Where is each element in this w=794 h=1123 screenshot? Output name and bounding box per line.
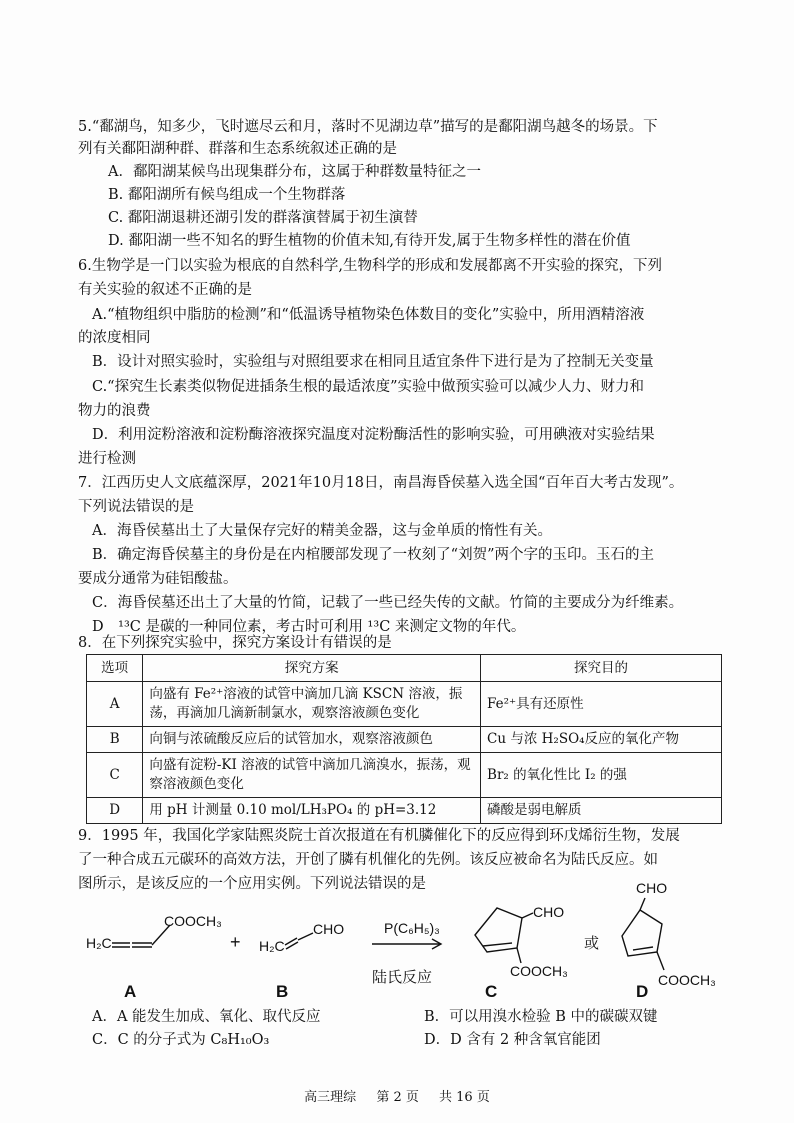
compound-b-cho: CHO: [313, 921, 345, 937]
compound-a-ester-group: COOCH₃: [164, 913, 222, 929]
compound-a-h2c: H₂C: [86, 935, 112, 951]
q7-option-d: D ¹³C 是碳的一种同位素，考古时可利用 ¹³C 来测定文物的年代。: [92, 619, 526, 635]
q9-stem-line2: 了一种合成五元碳环的高效方法，开创了膦有机催化的先例。该反应被命名为陆氏反应。如: [78, 852, 658, 868]
table-cell-goal: Br₂ 的氧化性比 I₂ 的强: [481, 753, 722, 798]
q7-stem-line2: 下列说法错误的是: [78, 499, 194, 515]
q9-option-c: C．C 的分子式为 C₈H₁₀O₃: [92, 1032, 270, 1048]
table-cell-scheme: 向盛有 Fe²⁺溶液的试管中滴加几滴 KSCN 溶液，振荡，再滴加几滴新制氯水，观察溶液颜色变化: [143, 682, 481, 727]
q5-option-d: D. 鄱阳湖一些不知名的野生植物的价值未知,有待开发,属于生物多样性的潜在价值: [108, 233, 631, 249]
plus-sign: +: [230, 932, 241, 952]
compound-label-a: A: [124, 982, 137, 1001]
q5-option-a: A．鄱阳湖某候鸟出现集群分布，这属于种群数量特征之一: [108, 164, 481, 180]
q9-option-b: B．可以用溴水检验 B 中的碳碳双键: [424, 1009, 658, 1025]
table-header-goal: 探究目的: [481, 655, 722, 682]
q6-option-b: B．设计对照实验时，实验组与对照组要求在相同且适宜条件下进行是为了控制无关变量: [92, 354, 654, 370]
table-cell-option: D: [87, 798, 143, 824]
footer-page-number: 第 2 页: [376, 1090, 419, 1105]
q9-stem-line3: 图所示，是该反应的一个应用实例。下列说法错误的是: [78, 876, 426, 892]
table-cell-scheme: 用 pH 计测量 0.10 mol/LH₃PO₄ 的 pH=3.12: [143, 798, 481, 824]
table-cell-goal: Cu 与浓 H₂SO₄反应的氧化产物: [481, 727, 722, 753]
catalyst-label: P(C₆H₅)₃: [384, 920, 440, 936]
page-footer: [0, 1086, 794, 1105]
q7-option-b-line2: 要成分通常为硅铝酸盐。: [78, 571, 238, 587]
or-label: 或: [584, 934, 600, 952]
q6-option-c-line1: C.“探究生长素类似物促进插条生根的最适浓度”实验中做预实验可以减少人力、财力和: [92, 379, 645, 395]
q5-option-c: C. 鄱阳湖退耕还湖引发的群落演替属于初生演替: [108, 210, 418, 226]
table-header-option: 选项: [87, 655, 143, 682]
q7-stem-line1: 7．江西历史人文底蕴深厚，2021年10月18日，南昌海昏侯墓入选全国“百年百大考古发现”。: [78, 475, 684, 491]
q8-stem: 8．在下列探究实验中，探究方案设计有错误的是: [78, 635, 392, 651]
compound-c-cho: CHO: [533, 904, 565, 920]
compound-d-cho: CHO: [636, 880, 668, 896]
compound-d-ester: COOCH₃: [658, 972, 716, 988]
table-cell-scheme: 向铜与浓硫酸反应后的试管加水，观察溶液颜色: [143, 727, 481, 753]
reaction-name-label: 陆氏反应: [372, 968, 433, 986]
q6-stem-line1: 6.生物学是一门以实验为根底的自然科学,生物科学的形成和发展都离不开实验的探究，下列: [78, 258, 662, 274]
q6-option-d-line1: D．利用淀粉溶液和淀粉酶溶液探究温度对淀粉酶活性的影响实验，可用碘液对实验结果: [92, 427, 655, 443]
q5-stem-line1: 5.“鄱湖鸟，知多少，飞时遮尽云和月，落时不见湖边草”描写的是鄱阳湖鸟越冬的场景。下: [78, 119, 658, 135]
table-cell-scheme: 向盛有淀粉-KI 溶液的试管中滴加几滴溴水，振荡，观察溶液颜色变化: [143, 753, 481, 798]
q5-option-b: B. 鄱阳湖所有候鸟组成一个生物群落: [108, 187, 346, 203]
q7-option-a: A．海昏侯墓出土了大量保存完好的精美金器，这与金单质的惰性有关。: [92, 523, 552, 539]
compound-label-b: B: [276, 982, 289, 1001]
compound-c-ester: COOCH₃: [510, 963, 568, 979]
q6-option-a-line2: 的浓度相同: [78, 330, 151, 346]
q9-stem-line1: 9．1995 年，我国化学家陆熙炎院士首次报道在有机膦催化下的反应得到环戊烯衍生物，发展: [78, 828, 680, 844]
q5-stem-line2: 列有关鄱阳湖种群、群落和生态系统叙述正确的是: [78, 141, 397, 157]
q9-option-d: D．D 含有 2 种含氧官能团: [424, 1032, 601, 1048]
q6-stem-line2: 有关实验的叙述不正确的是: [78, 282, 252, 298]
footer-subject: 高三理综: [304, 1090, 357, 1105]
q7-option-b-line1: B．确定海昏侯墓主的身份是在内棺腰部发现了一枚刻了“刘贺”两个字的玉印。玉石的主: [92, 547, 654, 563]
q9-option-a: A．A 能发生加成、氧化、取代反应: [92, 1009, 321, 1025]
compound-b-h2c: H₂C: [259, 938, 285, 954]
table-cell-goal: 磷酸是弱电解质: [481, 798, 722, 824]
q6-option-a-line1: A.“植物组织中脂肪的检测”和“低温诱导植物染色体数目的变化”实验中，所用酒精溶液: [92, 307, 645, 323]
table-cell-option: C: [87, 753, 143, 798]
table-cell-option: B: [87, 727, 143, 753]
compound-label-c: C: [485, 982, 498, 1001]
footer-total-pages: 共 16 页: [439, 1090, 490, 1105]
q6-option-c-line2: 物力的浪费: [78, 403, 151, 419]
table-cell-option: A: [87, 682, 143, 727]
table-header-scheme: 探究方案: [143, 655, 481, 682]
table-cell-goal: Fe²⁺具有还原性: [481, 682, 722, 727]
q7-option-c: C．海昏侯墓还出土了大量的竹简，记载了一些已经失传的文献。竹简的主要成分为纤维素。: [92, 595, 684, 611]
q6-option-d-line2: 进行检测: [78, 451, 136, 467]
compound-label-d: D: [636, 982, 649, 1001]
